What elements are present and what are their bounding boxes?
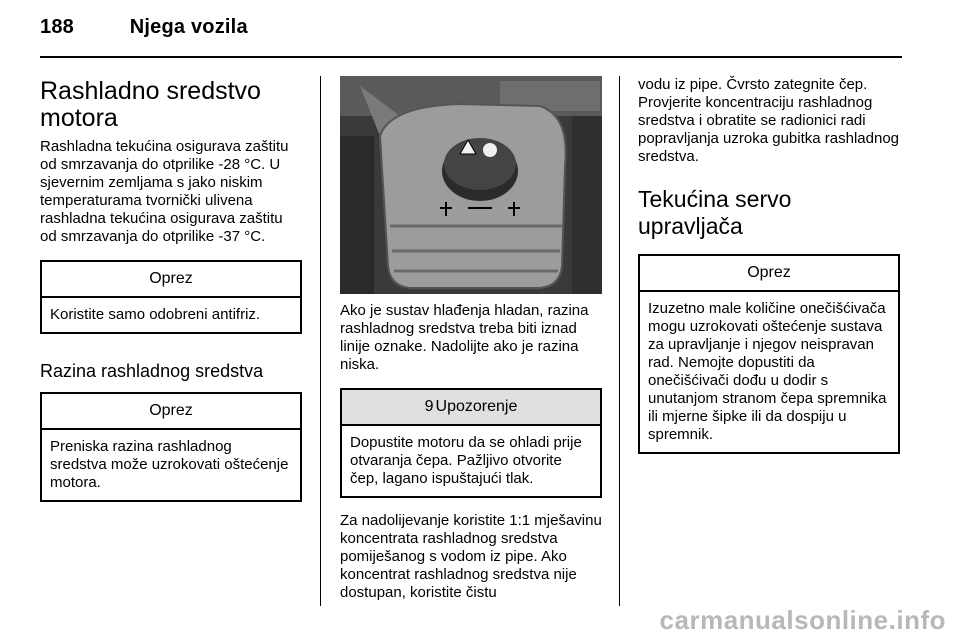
column-1 (40, 72, 302, 502)
column-divider-2 (619, 76, 620, 606)
warning-title-row (342, 390, 600, 426)
caution-text: Preniska razina rashladnog sredstva može uzrokovati oštećenje motora. (50, 438, 289, 491)
column-divider-1 (320, 76, 321, 606)
caution-box-antifreeze (40, 260, 302, 334)
topping-up-text: Za nadolijevanje koristite 1:1 mješavinu koncentrata rashladnog sredstva pomiješanog s vodom iz pipe. Ako koncentrat rashladnog sredstva nije dostupan, koristite čistu (340, 512, 602, 601)
caution-box-low-level (40, 392, 302, 502)
subheading-coolant-level: Razina rashladnog sredstva (40, 361, 264, 381)
coolant-continued-text: vodu iz pipe. Čvrsto zategnite čep. Provjerite koncentraciju rashladnog sredstva i obratite se radionici radi popravljanja uzroka gubitka rashladnog sredstva. (638, 76, 900, 165)
header-rule (40, 56, 902, 58)
coolant-intro-text: Rashladna tekućina osigurava zaštitu od smrzavanja do otprilike -28 °C. U sjevernim zemljama s jako niskim temperaturama tvornički ulivena rashladna tekućina osigurava zaštitu od smrzavanja do otprilike -37 °C. (40, 138, 289, 245)
caution-title: Oprez (640, 256, 898, 292)
warning-icon: 9 (424, 398, 434, 415)
column-3 (638, 76, 900, 454)
section-heading-coolant: Rashladno sredstvo motora (40, 77, 261, 132)
caution-title: Oprez (42, 394, 300, 430)
coolant-level-text: Ako je sustav hlađenja hladan, razina rashladnog sredstva treba biti iznad linije oznake. Nadolijte ako je razina niska. (340, 302, 589, 373)
caution-text: Koristite samo odobreni antifriz. (50, 306, 261, 323)
column-2 (340, 76, 602, 602)
section-heading-power-steering: Tekućina servo upravljača (638, 186, 792, 239)
watermark: carmanualsonline.info (659, 605, 946, 635)
caution-title: Oprez (42, 262, 300, 298)
warning-title: Upozorenje (435, 398, 518, 415)
caution-text: Izuzetno male količine onečišćivača mogu uzrokovati oštećenje sustava za upravljanje i njegov neispravan rad. Nemojte dopustiti da onečišćivači dođu u dodir s unutanjom stranom čepa spremnika ili mjerne šipke ili da dospiju u spremnik. (648, 300, 887, 443)
page-number: 188 (40, 16, 74, 38)
caution-box-power-steering (638, 254, 900, 454)
page-title: Njega vozila (129, 16, 248, 38)
warning-box (340, 388, 602, 498)
warning-text: Dopustite motoru da se ohladi prije otvaranja čepa. Pažljivo otvorite čep, lagano ispuštajući tlak. (350, 434, 582, 487)
coolant-tank-photo (340, 76, 602, 294)
page-header (40, 16, 248, 39)
